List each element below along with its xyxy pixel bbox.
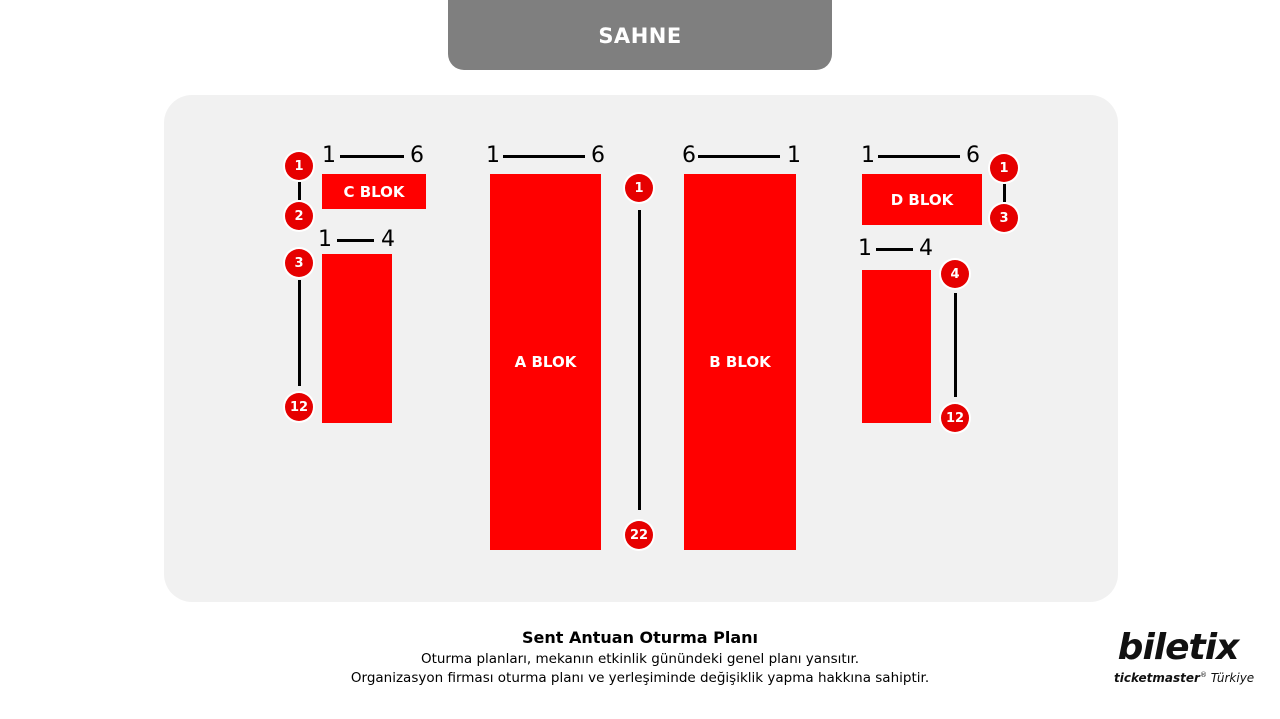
plan-note-2: Organizasyon firması oturma planı ve yerleşiminde değişiklik yapma hakkına sahiptir. [350,670,930,686]
d-bottom-seat-start: 1 [858,236,872,261]
c-bottom-row-start: 3 [285,249,313,277]
d-bottom-seat-line [876,248,913,251]
c-bottom-seat-start: 1 [318,227,332,252]
c-top-seat-start: 1 [322,143,336,168]
c-bottom-row-line [298,280,301,386]
d-top-seat-end: 6 [966,143,980,168]
d-block-bottom[interactable] [862,270,931,423]
center-row-line [638,210,641,510]
b-seat-line [698,155,780,158]
c-block-bottom[interactable] [322,254,392,423]
biletix-wordmark: biletix [1117,627,1239,668]
a-block-label: A BLOK [514,353,577,371]
ticketmaster-word: ticketmaster [1114,671,1200,685]
c-bottom-seat-line [337,239,374,242]
stage [448,0,832,70]
d-bottom-row-line [954,293,957,397]
center-row-start: 1 [625,174,653,202]
c-block-label: C BLOK [343,182,405,201]
b-seat-start: 6 [682,143,696,168]
region-word: Türkiye [1206,671,1255,685]
d-bottom-row-start: 4 [941,260,969,288]
a-seat-start: 1 [486,143,500,168]
registered-mark: ® [1199,671,1207,679]
d-top-row-start: 1 [990,154,1018,182]
c-top-row-start: 1 [285,152,313,180]
c-block-top[interactable] [322,174,426,209]
d-block-label: D BLOK [890,190,954,209]
b-block-label: B BLOK [709,353,771,371]
d-top-seat-line [878,155,960,158]
c-top-seat-end: 6 [410,143,424,168]
ticketmaster-tagline [1114,668,1255,685]
c-top-seat-line [340,155,404,158]
biletix-logo [1114,627,1255,685]
stage-label: SAHNE [598,24,682,48]
d-top-seat-start: 1 [861,143,875,168]
plan-title: Sent Antuan Oturma Planı [521,628,758,647]
c-bottom-row-end: 12 [285,393,313,421]
c-bottom-seat-end: 4 [381,227,395,252]
b-block[interactable] [684,174,796,550]
d-top-row-line [1003,184,1006,202]
d-bottom-row-end: 12 [941,404,969,432]
a-block[interactable] [490,174,601,550]
center-row-end: 22 [625,521,653,549]
d-bottom-seat-end: 4 [919,236,933,261]
c-top-row-line [298,182,301,200]
plan-note-1: Oturma planları, mekanın etkinlik günündeki genel planı yansıtır. [420,651,860,667]
b-seat-end: 1 [787,143,801,168]
c-top-row-end: 2 [285,202,313,230]
d-block-top[interactable] [862,174,982,225]
a-seat-end: 6 [591,143,605,168]
a-seat-line [503,155,585,158]
d-top-row-end: 3 [990,204,1018,232]
